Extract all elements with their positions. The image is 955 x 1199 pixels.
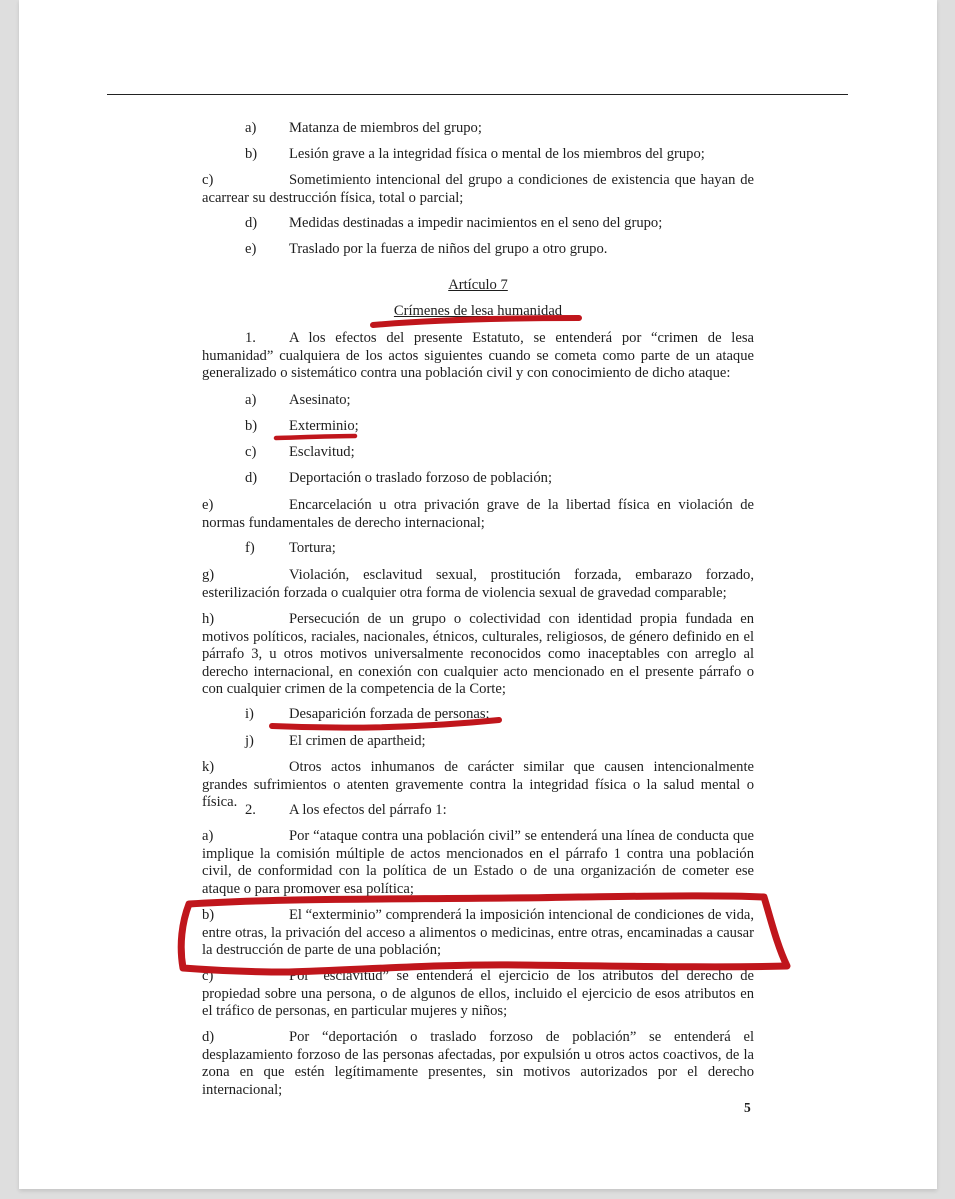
definition-item: [202, 1029, 754, 1099]
article-number: Artículo 7: [448, 277, 508, 293]
document-page: [19, 0, 937, 1189]
list-item: Matanza de miembros del grupo;: [289, 120, 482, 136]
list-letter: b): [245, 146, 258, 162]
header-rule: [107, 94, 848, 95]
list-letter: d): [202, 1029, 215, 1045]
list-item-text: El “exterminio” comprenderá la imposición intencional de condiciones de vida, entre otras, la privación del acceso a alimentos o medicinas, entre otras, encaminadas a causar la destrucción de parte de una población;: [202, 907, 754, 958]
list-letter: a): [202, 828, 214, 844]
list-item-wrapped: [202, 497, 754, 532]
list-item-text: Violación, esclavitud sexual, prostitución forzada, embarazo forzado, esterilización forzada o cualquier otra forma de violencia sexual de gravedad comparable;: [202, 567, 754, 601]
list-item: Exterminio;: [289, 418, 359, 434]
list-item-wrapped: [202, 759, 754, 812]
list-letter: f): [245, 540, 255, 556]
list-item-text: Por “esclavitud” se entenderá el ejercicio de los atributos del derecho de propiedad sobre una persona, o de algunos de ellos, incluido el ejercicio de esos atributos en el tráfico de personas, en particular mujeres y niños;: [202, 968, 754, 1019]
paragraph-number: 2.: [245, 802, 256, 818]
list-letter: c): [245, 444, 257, 460]
definition-item: [202, 828, 754, 898]
paragraph-number: 1.: [245, 330, 256, 346]
list-item: Tortura;: [289, 540, 336, 556]
underline-mark-exterminio: [276, 436, 355, 438]
list-item-text: Encarcelación u otra privación grave de la libertad física en violación de normas fundamentales de derecho internacional;: [202, 497, 754, 531]
article-title: Crímenes de lesa humanidad: [393, 303, 563, 319]
list-letter: a): [245, 392, 257, 408]
definition-item: [202, 968, 754, 1021]
list-letter: b): [202, 907, 215, 923]
paragraph-text: A los efectos del presente Estatuto, se entenderá por “crimen de lesa humanidad” cualquiera de los actos siguientes cuando se cometa como parte de un ataque generalizado o sistemático contra una población civil y con conocimiento de dicho ataque:: [202, 330, 754, 381]
definition-item: [202, 907, 754, 960]
list-letter: d): [245, 470, 258, 486]
list-item: Traslado por la fuerza de niños del grupo a otro grupo.: [289, 241, 608, 257]
list-letter: e): [202, 497, 214, 513]
list-letter: c): [202, 968, 214, 984]
list-item-text: Otros actos inhumanos de carácter similar que causen intencionalmente grandes sufrimientos o atenten gravemente contra la integridad física o la salud mental o física.: [202, 759, 754, 810]
list-item: Deportación o traslado forzoso de población;: [289, 470, 553, 486]
list-item: Lesión grave a la integridad física o mental de los miembros del grupo;: [289, 146, 705, 162]
list-letter: b): [245, 418, 258, 434]
list-letter: c): [202, 172, 214, 188]
page-number: 5: [744, 1100, 751, 1115]
paragraph-1: [202, 330, 754, 383]
list-letter: a): [245, 120, 257, 136]
list-letter: h): [202, 611, 215, 627]
list-letter: d): [245, 215, 258, 231]
list-letter: i): [245, 706, 254, 722]
list-item: Esclavitud;: [289, 444, 355, 460]
list-item-text: Por “ataque contra una población civil” se entenderá una línea de conducta que implique la comisión múltiple de actos mencionados en el párrafo 1 contra una población civil, de conformidad con la política de un Estado o de una organización de cometer ese ataque o para promover esa política;: [202, 828, 754, 897]
list-letter: j): [245, 733, 254, 749]
list-item: Medidas destinadas a impedir nacimientos en el seno del grupo;: [289, 215, 663, 231]
list-item: Asesinato;: [289, 392, 351, 408]
list-letter: g): [202, 567, 215, 583]
list-item-wrapped: [202, 172, 754, 207]
list-item-wrapped: [202, 611, 754, 699]
list-item-text: Persecución de un grupo o colectividad con identidad propia fundada en motivos políticos, raciales, nacionales, étnicos, culturales, religiosos, de género definido en el párrafo 3, u otros motivos universalmente reconocidos como inaceptables con arreglo al derecho internacional, en conexión con cualquier acto mencionado en el presente párrafo o con cualquier crimen de la competencia de la Corte;: [202, 611, 754, 697]
list-letter: e): [245, 241, 257, 257]
list-item-text: Sometimiento intencional del grupo a condiciones de existencia que hayan de acarrear su destrucción física, total o parcial;: [202, 172, 754, 206]
list-item-text: Por “deportación o traslado forzoso de población” se entenderá el desplazamiento forzoso de las personas afectadas, por expulsión u otros actos coactivos, de la zona en que estén legítimamente presentes, sin motivos autorizados por el derecho internacional;: [202, 1029, 754, 1098]
list-letter: k): [202, 759, 215, 775]
list-item: Desaparición forzada de personas;: [289, 706, 490, 722]
paragraph-text: A los efectos del párrafo 1:: [289, 802, 447, 818]
list-item-wrapped: [202, 567, 754, 602]
list-item: El crimen de apartheid;: [289, 733, 426, 749]
